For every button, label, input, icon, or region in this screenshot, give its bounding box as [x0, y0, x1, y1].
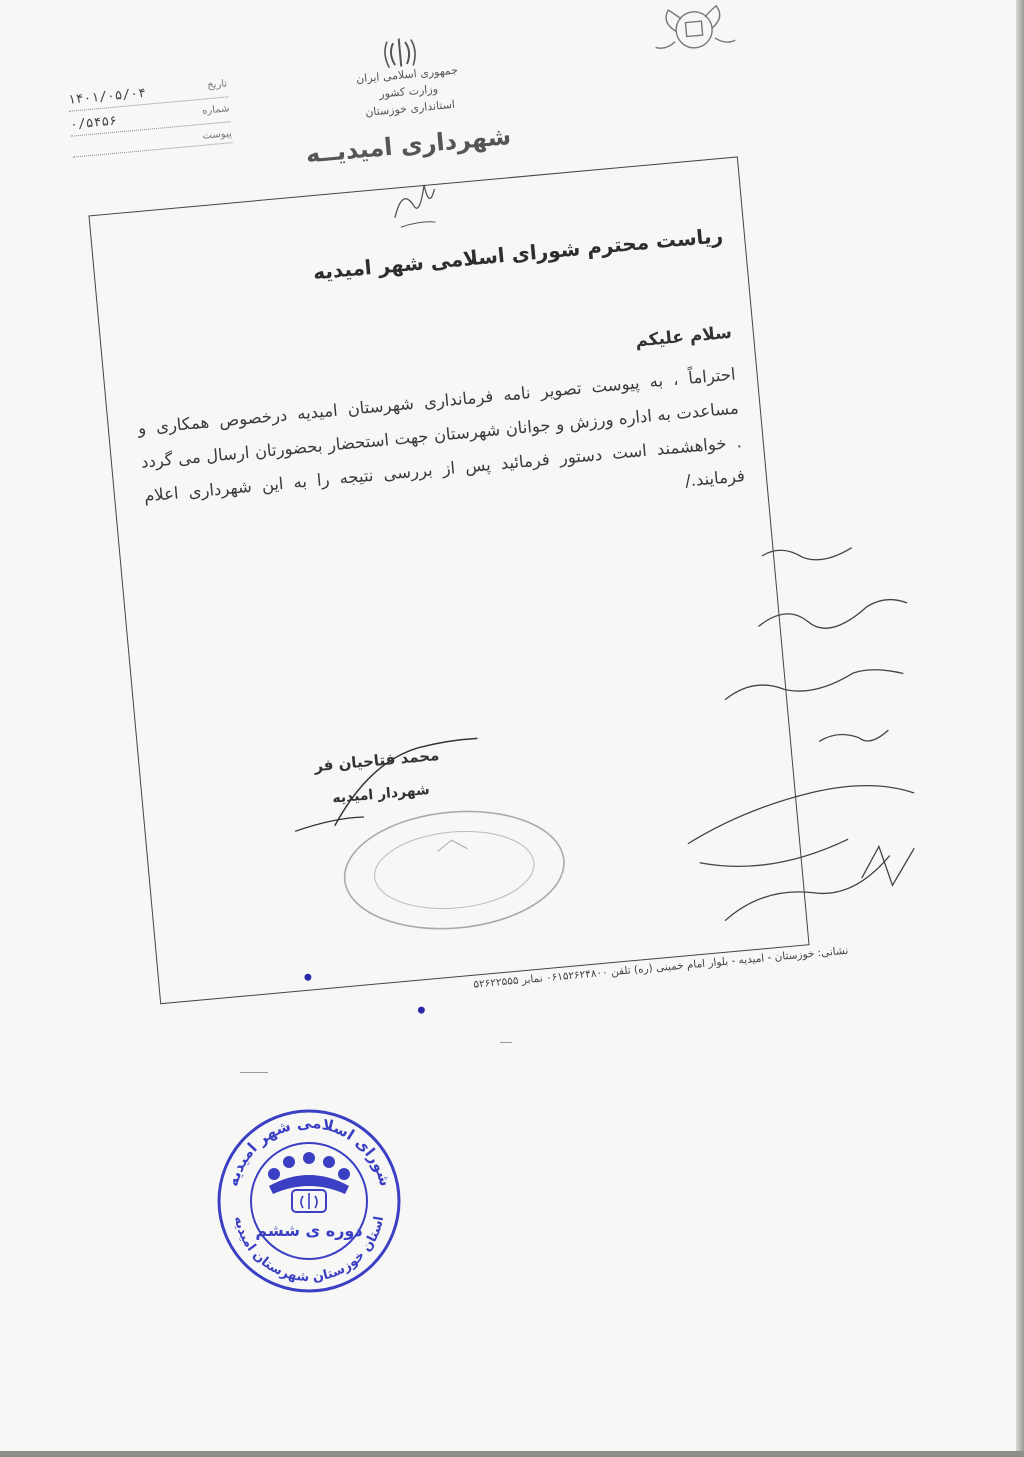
- number-value: ۰/۵۴۵۶: [69, 113, 118, 133]
- ministry-line: وزارت کشور: [378, 82, 439, 101]
- scan-edge-bottom: [0, 1451, 1024, 1457]
- blue-ink-dot: [418, 1006, 426, 1014]
- addressee-line: ریاست محترم شورای اسلامی شهر امیدیه: [312, 223, 724, 285]
- footer-address: نشانی: خوزستان - امیدیه - بلوار امام خمینی (ره) تلفن ۰۶۱۵۲۶۲۴۸۰۰ نمابر ۵۲۶۲۲۵۵۵: [472, 944, 849, 991]
- governorate-line: استانداری خوزستان: [364, 97, 456, 119]
- municipality-name: شهرداری امیدیــه: [304, 121, 513, 169]
- council-seal: [214, 1106, 404, 1296]
- date-value: ۱۴۰۱/۰۵/۰۴: [67, 85, 147, 108]
- seal-figures-icon: [268, 1152, 350, 1194]
- handwritten-notes: [631, 521, 958, 966]
- scan-mark: [240, 1072, 268, 1073]
- scan-edge: [1016, 0, 1024, 1457]
- photocopied-letter: [25, 0, 965, 1096]
- letterhead-lines: [327, 59, 491, 124]
- seal-bottom-text: استان خوزستان شهرستان امیدیه: [230, 1214, 388, 1286]
- attachment-label: پیوست: [202, 128, 233, 142]
- seal-center-text: دوره ی ششم: [255, 1221, 363, 1240]
- attachment-value: [72, 143, 73, 154]
- number-label: شماره: [201, 103, 230, 117]
- country-line: جمهوری اسلامی ایران: [355, 63, 459, 86]
- date-label: تاریخ: [206, 78, 228, 92]
- letter-body: احتراماً ، به پیوست تصویر نامه فرمانداری شهرستان امیدیه درخصوص همکاری و مساعدت به اداره ورزش و جوانان شهرستان جهت استحضار بحضورتان ارسال می گردد . خواهشمند است دستور فرمائید پس از بررسی نتیجه را به این شهرداری اعلام فرمایند./: [137, 364, 746, 506]
- greeting: سلام علیکم: [634, 322, 733, 352]
- municipality-stamp: [334, 795, 575, 945]
- scan-mark: [500, 1042, 512, 1043]
- municipality-logo-icon: [642, 0, 747, 64]
- signer-title: شهردار امیدیه: [331, 781, 431, 807]
- letter-meta: [67, 72, 233, 157]
- signer-name: محمد فتاحیان فر: [313, 745, 440, 776]
- seal-top-text: شورای اسلامی شهر امیدیه: [223, 1113, 395, 1189]
